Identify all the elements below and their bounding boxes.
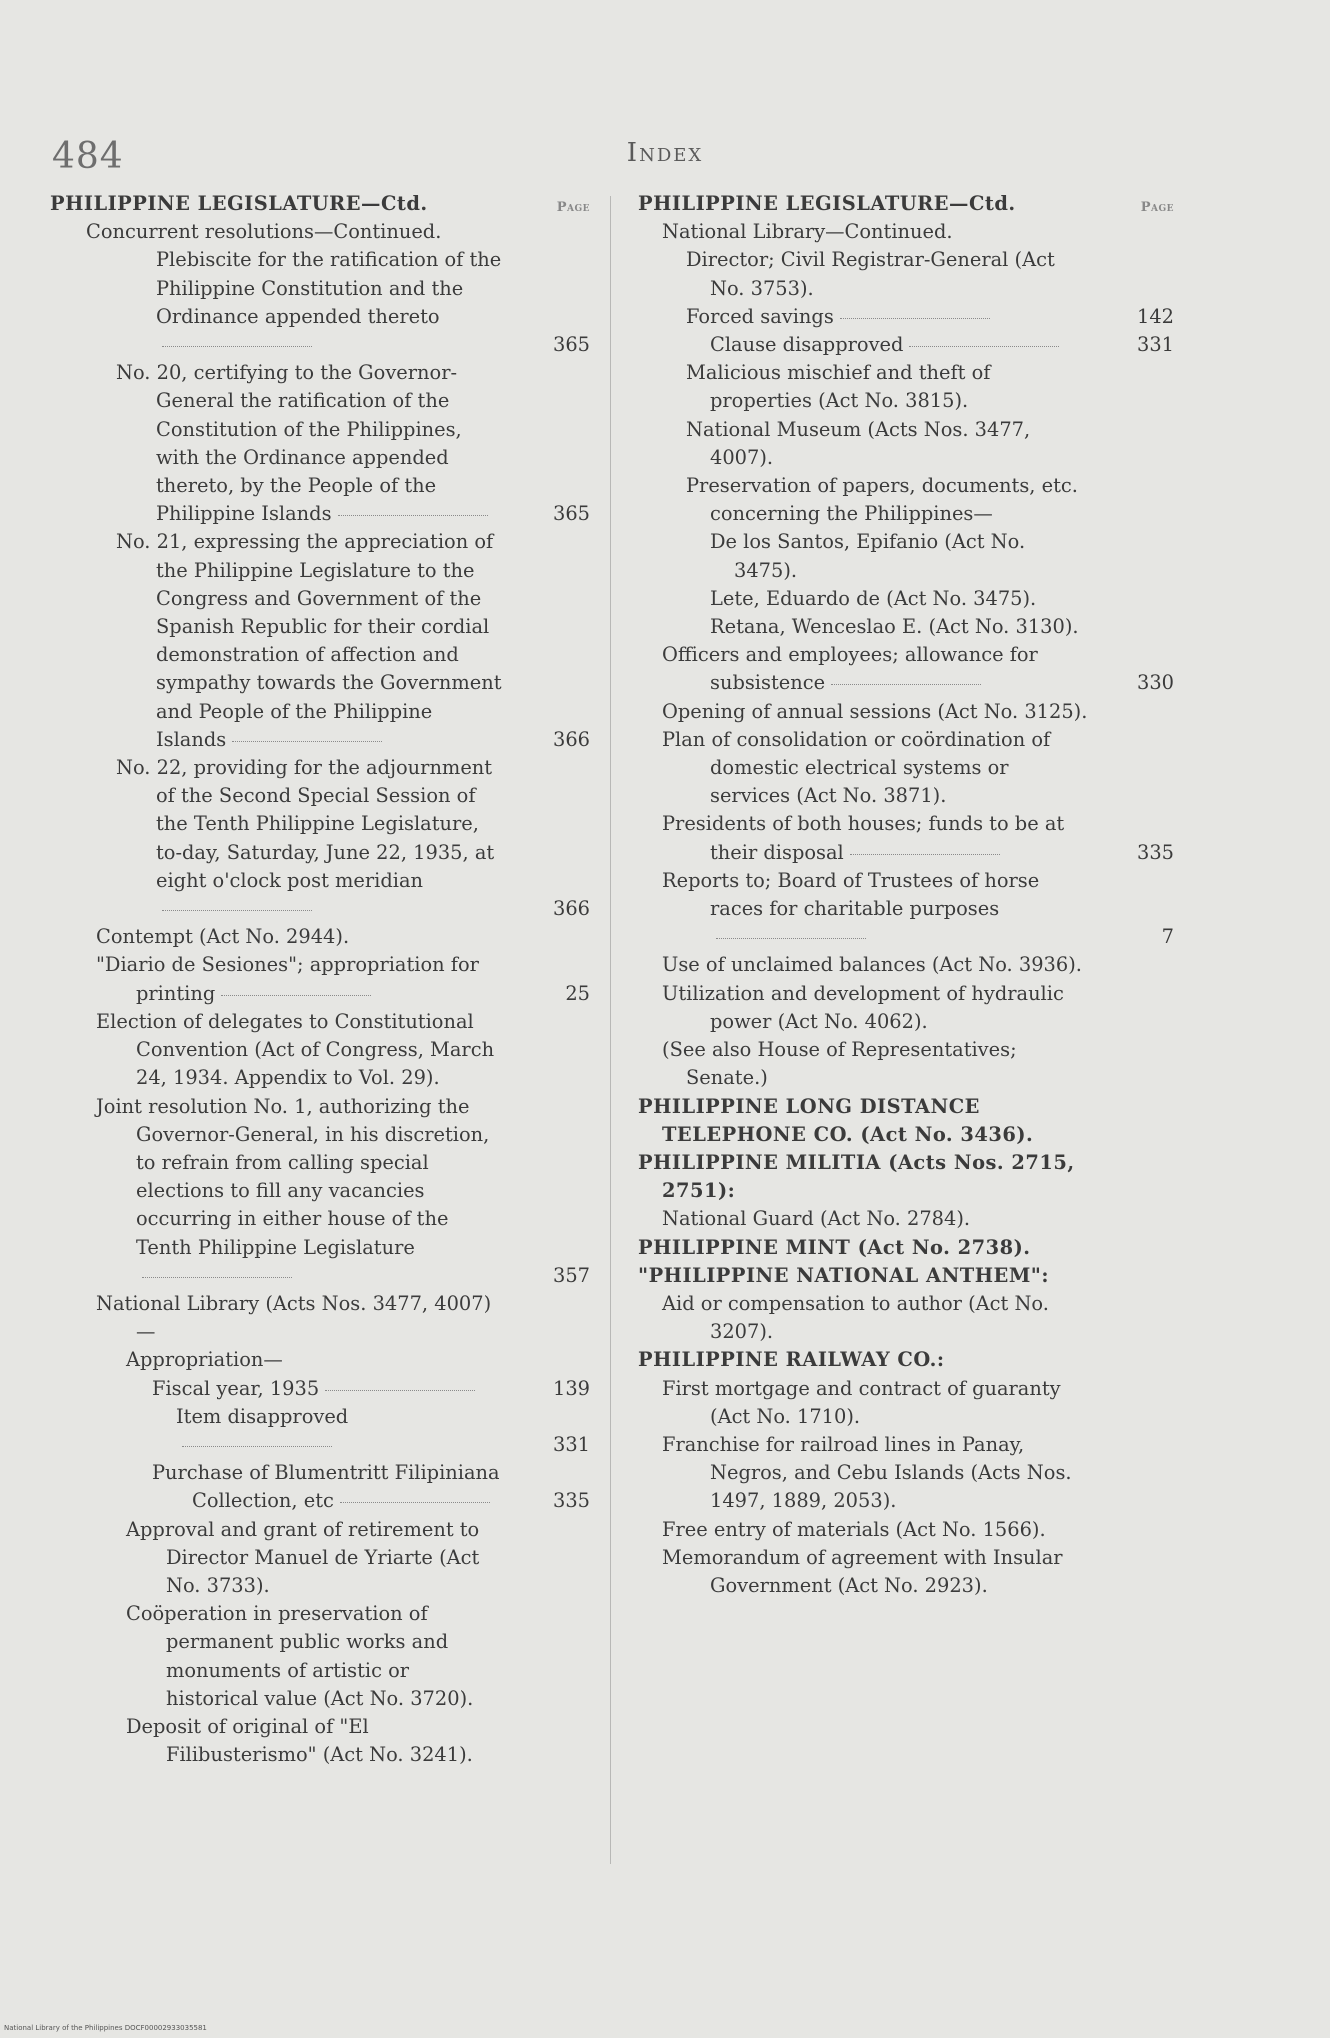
page-reference: 331 [552,1432,590,1456]
index-entry [50,246,590,359]
index-entry-text: No. 20, certifying to the Governor-General the ratification of the Constitution of the Philippines, with the Ordinance appended thereto, by the People of the Philippine Islands [116,361,462,526]
index-entry [50,923,590,951]
index-entry [50,1008,590,1093]
index-entry-text: PHILIPPINE LEGISLATURE—Ctd. [50,192,428,215]
dot-leader [325,1390,475,1391]
index-entry-text: Free entry of materials (Act No. 1566). [662,1517,1046,1541]
dot-leader [338,515,488,516]
index-entry-text: Use of unclaimed balances (Act No. 3936). [662,953,1082,977]
index-entry [638,303,1174,331]
index-entry-text: National Museum (Acts Nos. 3477, 4007). [686,417,1031,469]
index-entry-text: Concurrent resolutions—Continued. [86,220,442,244]
index-entry-text: Lete, Eduardo de (Act No. 3475). [710,586,1037,610]
dot-leader [850,854,1000,855]
index-entry-text: Approval and grant of retirement to Director Manuel de Yriarte (Act No. 3733). [126,1517,480,1597]
index-entry [50,1375,590,1403]
index-entry-text: Preservation of papers, documents, etc. concerning the Philippines— [686,474,1078,526]
page-reference: 25 [565,981,590,1005]
dot-leader [831,684,981,685]
index-entry [50,1346,590,1374]
index-entry [638,613,1174,641]
index-entry-text: Malicious mischief and theft of properties (Act No. 3815). [686,361,991,413]
column-divider [610,196,611,1864]
index-entry-text: Director; Civil Registrar-General (Act No. 3753). [686,248,1055,300]
index-entry [50,951,590,1007]
page-reference: 335 [552,1489,590,1513]
index-entry [50,1459,590,1515]
page-reference: 366 [552,897,590,921]
running-title: Index [626,138,704,168]
index-entry [638,1290,1174,1346]
index-entry-text: First mortgage and contract of guaranty (Act No. 1710). [662,1376,1061,1428]
dot-leader [162,910,312,911]
index-entry-text: PHILIPPINE LEGISLATURE—Ctd. [638,192,1016,215]
index-entry-text: Franchise for railroad lines in Panay, Negros, and Cebu Islands (Acts Nos. 1497, 1889, 2053). [662,1432,1072,1513]
page-reference: 365 [552,502,590,526]
index-entry-text: Plebiscite for the ratification of the Philippine Constitution and the Ordinance appended thereto [156,248,502,328]
dot-leader [221,995,371,996]
index-entry-text: National Library (Acts Nos. 3477, 4007)— [96,1291,492,1344]
index-entry-text: No. 22, providing for the adjournment of the Second Special Session of the Tenth Philippine Legislature, to-day, Saturday, June 22, 1935, at eight o'clock post meridian [116,756,495,892]
index-entry-text: Officers and employees; allowance for subsistence [662,643,1038,695]
page-reference: 139 [552,1376,590,1400]
index-heading [638,1093,1174,1149]
page-reference: 142 [1136,304,1174,328]
index-entry [638,585,1174,613]
index-entry [638,1375,1174,1431]
index-heading [638,1346,1174,1374]
index-entry [638,218,1174,246]
index-column-left [50,190,590,1769]
page-reference: 331 [1136,333,1174,357]
index-entry [50,528,590,754]
index-entry-text: Plan of consolidation or coördination of domestic electrical systems or services (Act No. 3871). [662,727,1051,808]
index-entry [638,359,1174,415]
index-entry [638,810,1174,866]
index-entry-text: Aid or compensation to author (Act No. 3207). [662,1291,1049,1344]
index-heading [638,1262,1174,1290]
index-entry [638,1544,1174,1600]
index-entry [638,472,1174,528]
index-entry-text: Purchase of Blumentritt Filipiniana Collection, etc [152,1461,500,1513]
index-entry [638,1036,1174,1092]
index-entry-text: PHILIPPINE MINT (Act No. 2738). [638,1235,1031,1259]
index-entry [50,1290,590,1346]
index-entry [638,331,1174,359]
index-entry-text: Item disapproved [176,1404,349,1428]
index-entry-text: Clause disapproved [710,333,904,357]
page-reference: 330 [1136,671,1174,695]
page-reference: 7 [1161,925,1174,949]
index-entry-text: Reports to; Board of Trustees of horse races for charitable purposes [662,868,1040,921]
dot-leader [182,1446,332,1447]
index-entry [50,1600,590,1713]
page-column-label: Page [556,200,590,215]
index-entry [50,359,590,528]
dot-leader [232,741,382,742]
index-entry-text: "Diario de Sesiones"; appropriation for printing [96,953,479,1005]
index-entry-text: Utilization and development of hydraulic power (Act No. 4062). [662,981,1064,1033]
index-column-right [638,190,1174,1600]
index-entry-text: Memorandum of agreement with Insular Government (Act No. 2923). [662,1545,1063,1597]
dot-leader [340,1502,490,1503]
page-column-label: Page [1140,200,1174,215]
page-reference: 357 [552,1263,590,1287]
index-heading [638,190,1174,218]
index-entry [638,867,1174,952]
page-reference: 335 [1136,840,1174,864]
index-entry-text: (See also House of Representatives; Senate.) [662,1038,1017,1090]
dot-leader [716,938,866,939]
page-header [0,136,1330,176]
index-entry-text: No. 21, expressing the appreciation of the Philippine Legislature to the Congress and Government of the Spanish Republic for their cordial demonstration of affection and sympathy towards the Government and People of the Philippine Islands [116,530,502,751]
index-entry [638,1431,1174,1516]
index-entry-text: Retana, Wenceslao E. (Act No. 3130). [710,615,1079,639]
index-entry [638,726,1174,811]
index-entry [638,641,1174,697]
page-reference: 365 [552,333,590,357]
index-entry [50,218,590,246]
index-entry [638,246,1174,302]
dot-leader [162,346,312,347]
dot-leader [909,346,1059,347]
index-entry-text: Forced savings [686,304,834,328]
page-number: 484 [52,136,124,177]
index-entry-text: PHILIPPINE MILITIA (Acts Nos. 2715, 2751): [638,1150,1075,1203]
index-entry-text: Coöperation in preservation of permanent public works and monuments of artistic or historical value (Act No. 3720). [126,1602,474,1710]
index-entry [50,1093,590,1290]
index-entry-text: Contempt (Act No. 2944). [96,925,350,949]
index-entry-text: Fiscal year, 1935 [152,1376,320,1400]
index-entry-text: Presidents of both houses; funds to be at their disposal [662,812,1065,864]
index-entry-text: Opening of annual sessions (Act No. 3125). [662,699,1088,723]
index-entry-text: PHILIPPINE RAILWAY CO.: [638,1348,945,1372]
index-entry [50,754,590,923]
index-entry-text: De los Santos, Epifanio (Act No. 3475). [710,530,1026,582]
index-entry [50,1516,590,1601]
index-entry-text: PHILIPPINE LONG DISTANCE TELEPHONE CO. (Act No. 3436). [638,1094,1034,1146]
index-entry-text: Appropriation— [126,1348,283,1372]
index-entry [638,416,1174,472]
index-heading [638,1149,1174,1205]
index-entry-text: "PHILIPPINE NATIONAL ANTHEM": [638,1263,1050,1287]
index-entry [638,528,1174,584]
index-entry [638,1516,1174,1544]
index-entry-text: National Guard (Act No. 2784). [662,1207,971,1231]
index-heading [50,190,590,218]
dot-leader [142,1277,292,1278]
dot-leader [840,318,990,319]
index-entry-text: Election of delegates to Constitutional Convention (Act of Congress, March 24, 1934. Appendix to Vol. 29). [96,1009,495,1090]
index-entry-text: Joint resolution No. 1, authorizing the Governor-General, in his discretion, to refrain from calling special elections to fill any vacancies occurring in either house of the Tenth Philippine Legislature [96,1094,490,1259]
index-entry [638,980,1174,1036]
scan-footer: National Library of the Philippines DOCF00002933035581 [4,2024,207,2032]
index-entry [638,698,1174,726]
index-entry [50,1713,590,1769]
index-heading [638,1234,1174,1262]
index-entry [50,1403,590,1459]
index-entry [638,951,1174,979]
page-reference: 366 [552,727,590,751]
index-entry-text: National Library—Continued. [662,220,953,244]
index-entry [638,1205,1174,1233]
index-entry-text: Deposit of original of "El Filibusterismo" (Act No. 3241). [126,1714,473,1767]
